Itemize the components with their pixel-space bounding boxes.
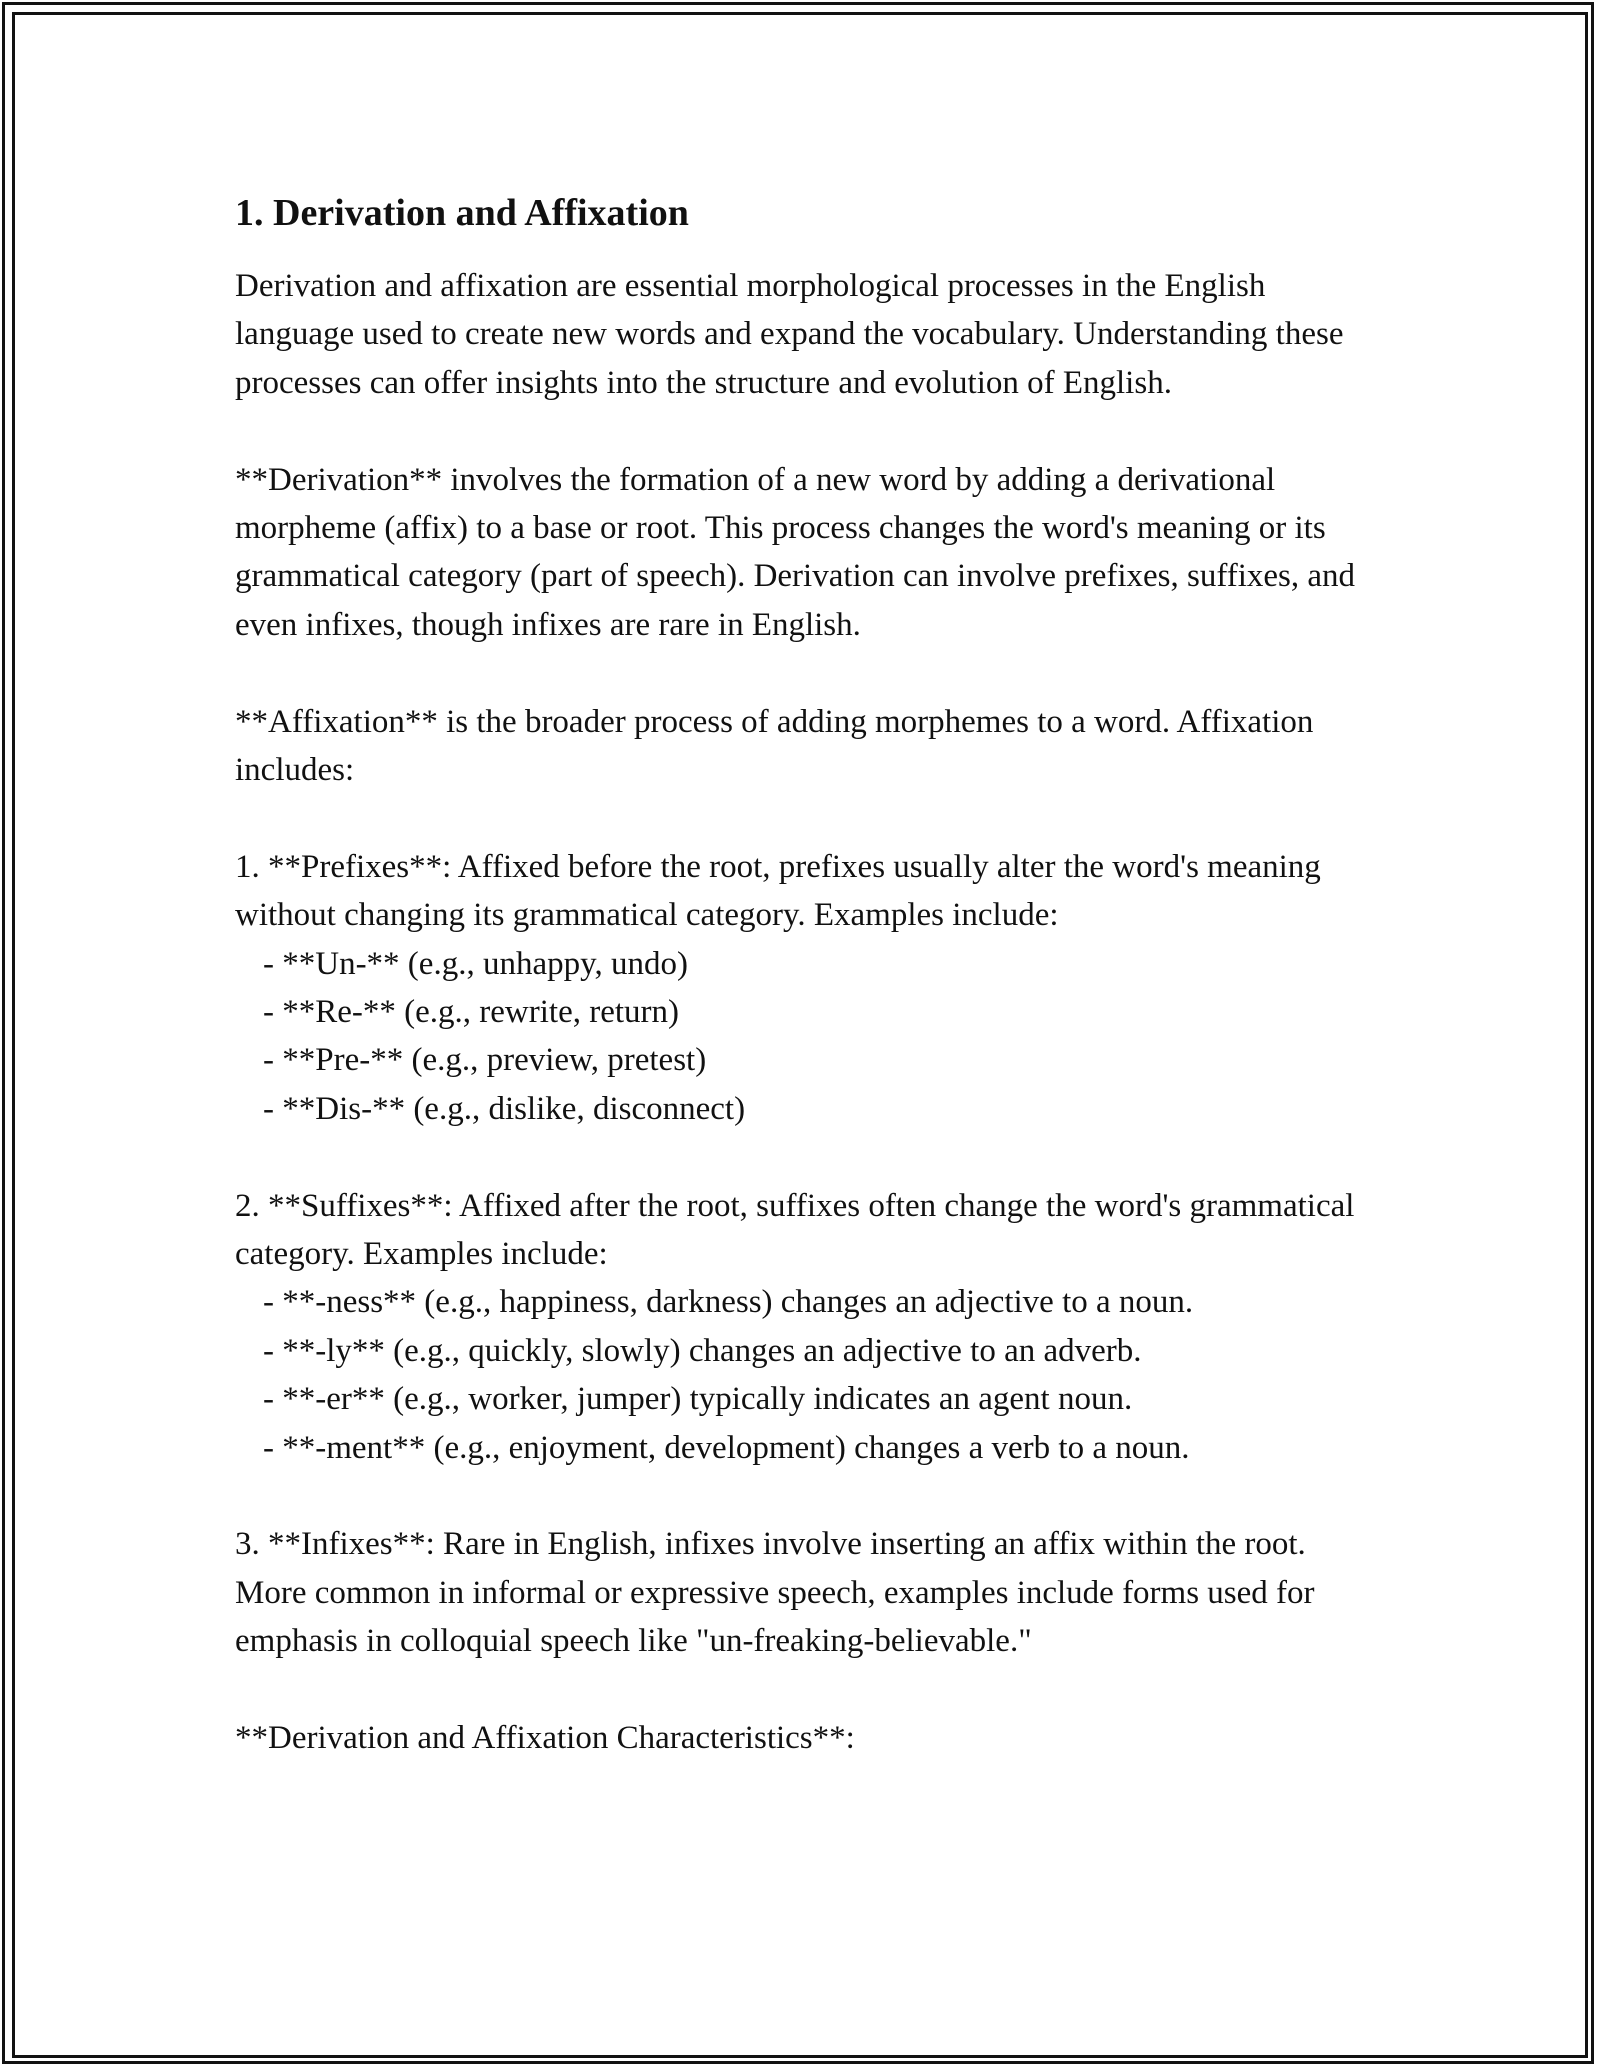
list-item: - **Pre-** (e.g., preview, pretest) [263,1042,707,1079]
paragraph-gap [235,649,1385,697]
infixes-paragraph: 3. **Infixes**: Rare in English, infixes involve inserting an affix within the root. More common in informal or expressive speech, examples include forms used for emphasis in colloquial speech like "un-freaking-believable." [235,1526,1323,1660]
suffixes-paragraph: 2. **Suffixes**: Affixed after the root, suffixes often change the word's grammatical category. Examples include: [235,1187,1363,1273]
paragraph-gap [235,1133,1385,1181]
list-item: - **-ly** (e.g., quickly, slowly) changes an adjective to an adverb. [263,1332,1142,1369]
prefixes-paragraph: 1. **Prefixes**: Affixed before the root, prefixes usually alter the word's meaning without changing its grammatical category. Examples include: [235,848,1330,934]
derivation-paragraph: **Derivation** involves the formation of a new word by adding a derivational morpheme (affix) to a base or root. This process changes the word's meaning or its grammatical category (part of speech). Derivation can involve prefixes, suffixes, and even infixes, though infixes are rare in English. [235,461,1364,643]
intro-paragraph: Derivation and affixation are essential morphological processes in the English language used to create new words and expand the vocabulary. Understanding these processes can offer insights into the structure and evolution of English. [235,268,1352,401]
list-item: - **-er** (e.g., worker, jumper) typically indicates an agent noun. [263,1381,1133,1418]
list-item: - **Un-** (e.g., unhappy, undo) [263,945,688,982]
document-body [235,188,1385,1763]
list-item: - **Re-** (e.g., rewrite, return) [263,994,679,1031]
affixation-paragraph: **Affixation** is the broader process of adding morphemes to a word. Affixation includes: [235,703,1322,789]
list-item: - **Dis-** (e.g., dislike, disconnect) [263,1090,746,1127]
characteristics-heading: **Derivation and Affixation Characteristics**: [235,1720,855,1757]
paragraph-gap [235,1472,1385,1520]
paragraph-gap [235,1666,1385,1714]
paragraph-gap [235,794,1385,842]
section-title: 1. Derivation and Affixation [235,192,689,234]
paragraph-gap [235,407,1385,455]
list-item: - **-ment** (e.g., enjoyment, development) changes a verb to a noun. [263,1429,1190,1466]
prefixes-list [235,940,1385,1134]
list-item: - **-ness** (e.g., happiness, darkness) changes an adjective to a noun. [263,1284,1194,1321]
suffixes-list [235,1278,1385,1472]
